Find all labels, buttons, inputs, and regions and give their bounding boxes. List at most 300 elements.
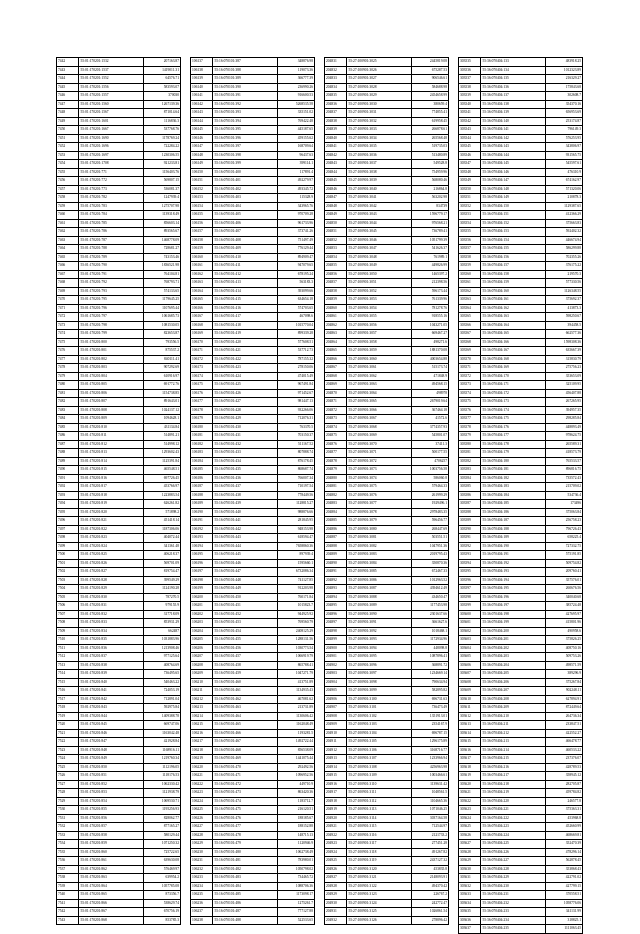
- table-row: [191, 899, 315, 908]
- cadastral-number-cell: 55:36:070404:220: [481, 797, 545, 806]
- table-row: [191, 270, 315, 279]
- value-cell: 562878.45: [545, 857, 583, 866]
- value-cell: 1156403.76: [143, 168, 181, 177]
- data-table: [458, 57, 583, 934]
- row-number-cell: 106227: [191, 823, 213, 832]
- table-row: [57, 551, 181, 560]
- row-number-cell: 303622: [459, 797, 481, 806]
- cadastral-number-cell: 55:01:170201:839: [79, 670, 143, 679]
- cadastral-number-cell: 55:36:070404:137: [481, 92, 545, 101]
- table-row: [191, 823, 315, 832]
- cadastral-number-cell: 55:36:070404:159: [481, 279, 545, 288]
- table-row: [57, 245, 181, 254]
- value-cell: 678195.24: [277, 270, 315, 279]
- row-number-cell: 303603: [459, 636, 481, 645]
- cadastral-number-cell: 55:16:070101:428: [213, 406, 277, 415]
- cadastral-number-cell: 55:27:100901:3120: [347, 865, 411, 874]
- value-cell: 1596779.17: [411, 211, 449, 220]
- data-table: [324, 57, 449, 925]
- table-row: [325, 160, 449, 169]
- table-row: [325, 865, 449, 874]
- cadastral-number-cell: 55:27:100901:3066: [347, 406, 411, 415]
- row-number-cell: 106137: [191, 58, 213, 67]
- value-cell: 592975.84: [143, 704, 181, 713]
- row-number-cell: 303538: [459, 83, 481, 92]
- value-cell: 1173098.17: [277, 891, 315, 900]
- table-row: [57, 211, 181, 220]
- cadastral-number-cell: 55:27:100901:3119: [347, 857, 411, 866]
- table-row: [191, 134, 315, 143]
- cadastral-number-cell: 55:16:070101:403: [213, 194, 277, 203]
- table-row: [459, 916, 583, 925]
- cadastral-number-cell: 55:01:170201:838: [79, 661, 143, 670]
- table-row: [459, 738, 583, 747]
- value-cell: 778449.56: [277, 491, 315, 500]
- cadastral-number-cell: 55:16:070101:446: [213, 559, 277, 568]
- cadastral-number-cell: 55:27:100901:3051: [347, 279, 411, 288]
- row-number-cell: 204864: [325, 338, 347, 347]
- cadastral-number-cell: 55:36:070404:211: [481, 721, 545, 730]
- row-number-cell: 204932: [325, 916, 347, 925]
- cadastral-number-cell: 55:01:170201:789: [79, 253, 143, 262]
- table-row: [57, 585, 181, 594]
- row-number-cell: 7474: [57, 330, 79, 339]
- cadastral-number-cell: 55:16:070101:394: [213, 117, 277, 126]
- cadastral-number-cell: 55:16:070101:460: [213, 678, 277, 687]
- cadastral-number-cell: 55:36:070404:158: [481, 270, 545, 279]
- row-number-cell: 106216: [191, 729, 213, 738]
- table-row: [191, 66, 315, 75]
- row-number-cell: 204862: [325, 321, 347, 330]
- value-cell: 445187.65: [277, 126, 315, 135]
- row-number-cell: 106238: [191, 916, 213, 925]
- value-cell: 465548.51: [143, 466, 181, 475]
- table-row: [325, 168, 449, 177]
- table-row: [459, 270, 583, 279]
- table-row: [191, 372, 315, 381]
- row-number-cell: 106181: [191, 432, 213, 441]
- table-row: [191, 483, 315, 492]
- table-row: [459, 457, 583, 466]
- table-row: [57, 381, 181, 390]
- value-cell: 226767.2: [411, 891, 449, 900]
- row-number-cell: 204834: [325, 83, 347, 92]
- value-cell: 584688.98: [411, 83, 449, 92]
- value-cell: 626261.82: [143, 500, 181, 509]
- value-cell: 932266.06: [277, 406, 315, 415]
- table-row: [191, 440, 315, 449]
- cadastral-number-cell: 55:01:170201:1552: [79, 75, 143, 84]
- table-row: [191, 687, 315, 696]
- row-number-cell: 303596: [459, 576, 481, 585]
- row-number-cell: 106226: [191, 814, 213, 823]
- cadastral-number-cell: 55:01:170201:1697: [79, 151, 143, 160]
- row-number-cell: 303558: [459, 253, 481, 262]
- value-cell: 1154738.85: [143, 389, 181, 398]
- value-cell: 451418.14: [143, 517, 181, 526]
- cadastral-number-cell: 55:01:170201:835: [79, 636, 143, 645]
- table-row: [191, 755, 315, 764]
- cadastral-number-cell: 55:36:070404:209: [481, 704, 545, 713]
- table-row: [459, 899, 583, 908]
- cadastral-number-cell: 55:01:170201:853: [79, 789, 143, 798]
- value-cell: 725722.65: [143, 848, 181, 857]
- table-row: [459, 542, 583, 551]
- table-row: [191, 168, 315, 177]
- cadastral-number-cell: 55:36:070404:225: [481, 840, 545, 849]
- cadastral-number-cell: 55:01:170201:850: [79, 763, 143, 772]
- value-cell: 672467.33: [411, 568, 449, 577]
- table-row: [325, 389, 449, 398]
- row-number-cell: 303560: [459, 270, 481, 279]
- table-row: [57, 262, 181, 271]
- table-row: [325, 678, 449, 687]
- value-cell: 916600.53: [277, 92, 315, 101]
- value-cell: 1121938.79: [143, 789, 181, 798]
- table-row: [191, 338, 315, 347]
- value-cell: 899339.28: [277, 330, 315, 339]
- table-row: [325, 194, 449, 203]
- row-number-cell: 7538: [57, 874, 79, 883]
- cadastral-number-cell: 55:16:070101:436: [213, 474, 277, 483]
- row-number-cell: 204907: [325, 704, 347, 713]
- cadastral-number-cell: 55:36:070404:156: [481, 253, 545, 262]
- row-number-cell: 204883: [325, 500, 347, 509]
- table-row: [191, 814, 315, 823]
- table-row: [325, 321, 449, 330]
- value-cell: 1071250.32: [143, 840, 181, 849]
- value-cell: 3168716.77: [411, 746, 449, 755]
- row-number-cell: 204866: [325, 355, 347, 364]
- table-row: [325, 398, 449, 407]
- value-cell: 988876.66: [277, 508, 315, 517]
- row-number-cell: 303635: [459, 908, 481, 917]
- cadastral-number-cell: 55:16:070101:470: [213, 763, 277, 772]
- cadastral-number-cell: 55:01:170201:1532: [79, 58, 143, 67]
- table-row: [191, 219, 315, 228]
- value-cell: 876178.45: [277, 457, 315, 466]
- value-cell: 492279.97: [277, 177, 315, 186]
- value-cell: 498571.59: [545, 661, 583, 670]
- value-cell: 1419011.31: [143, 66, 181, 75]
- table-row: [191, 177, 315, 186]
- value-cell: 1168916.11: [143, 746, 181, 755]
- table-row: [325, 814, 449, 823]
- row-number-cell: 204890: [325, 559, 347, 568]
- row-number-cell: 7526: [57, 772, 79, 781]
- cadastral-number-cell: 55:36:070404:185: [481, 500, 545, 509]
- value-cell: 210878.3: [545, 194, 583, 203]
- row-number-cell: 106221: [191, 772, 213, 781]
- value-cell: 576469.97: [143, 865, 181, 874]
- cadastral-number-cell: 55:36:070404:177: [481, 432, 545, 441]
- row-number-cell: 204868: [325, 372, 347, 381]
- value-cell: 574133.65: [143, 287, 181, 296]
- table-row: [57, 304, 181, 313]
- row-number-cell: 303610: [459, 695, 481, 704]
- cadastral-number-cell: 55:01:170201:1690: [79, 134, 143, 143]
- value-cell: 474015.49: [277, 372, 315, 381]
- cadastral-number-cell: 55:01:170201:803: [79, 364, 143, 373]
- value-cell: 947079.65: [277, 262, 315, 271]
- table-row: [325, 330, 449, 339]
- cadastral-number-cell: 55:27:100901:3061: [347, 364, 411, 373]
- table-row: [191, 678, 315, 687]
- cadastral-number-cell: 55:36:070404:135: [481, 75, 545, 84]
- row-number-cell: 7524: [57, 755, 79, 764]
- cadastral-number-cell: 55:27:100901:3047: [347, 245, 411, 254]
- table-row: [459, 687, 583, 696]
- value-cell: 406218.37: [143, 551, 181, 560]
- value-cell: 2354167.9: [411, 721, 449, 730]
- table-row: [191, 576, 315, 585]
- cadastral-number-cell: 55:27:100901:3046: [347, 236, 411, 245]
- value-cell: 768793.71: [143, 279, 181, 288]
- value-cell: 823653.87: [143, 330, 181, 339]
- value-cell: 577608.51: [277, 338, 315, 347]
- row-number-cell: 204835: [325, 92, 347, 101]
- cadastral-number-cell: 55:16:070101:387: [213, 58, 277, 67]
- table-row: [325, 100, 449, 109]
- row-number-cell: 204873: [325, 415, 347, 424]
- row-number-cell: 7472: [57, 313, 79, 322]
- cadastral-number-cell: 55:16:070101:438: [213, 491, 277, 500]
- cadastral-number-cell: 55:36:070404:196: [481, 593, 545, 602]
- table-row: [459, 500, 583, 509]
- table-row: [191, 432, 315, 441]
- row-number-cell: 204905: [325, 687, 347, 696]
- table-row: [325, 211, 449, 220]
- value-cell: 1094628.1: [143, 415, 181, 424]
- cadastral-number-cell: 55:36:070404:181: [481, 466, 545, 475]
- value-cell: 1178769.24: [143, 134, 181, 143]
- cadastral-number-cell: 55:01:170201:828: [79, 576, 143, 585]
- cadastral-number-cell: 55:27:100901:3100: [347, 695, 411, 704]
- table-row: [57, 814, 181, 823]
- table-row: [57, 168, 181, 177]
- value-cell: 453766.97: [143, 483, 181, 492]
- value-cell: 491267.82: [411, 848, 449, 857]
- table-row: [57, 746, 181, 755]
- table-row: [325, 58, 449, 67]
- cadastral-number-cell: 55:16:070101:412: [213, 270, 277, 279]
- table-row: [325, 789, 449, 798]
- cadastral-number-cell: 55:36:070404:145: [481, 160, 545, 169]
- value-cell: 828062.77: [143, 814, 181, 823]
- row-number-cell: 303553: [459, 211, 481, 220]
- row-number-cell: 106141: [191, 92, 213, 101]
- cadastral-number-cell: 55:36:070404:215: [481, 755, 545, 764]
- cadastral-number-cell: 55:27:100901:3065: [347, 398, 411, 407]
- cadastral-number-cell: 55:01:170201:792: [79, 279, 143, 288]
- table-row: [191, 500, 315, 509]
- table-row: [459, 534, 583, 543]
- value-cell: 1183712.7: [277, 797, 315, 806]
- row-number-cell: 106160: [191, 253, 213, 262]
- value-cell: 1111063.45: [545, 925, 583, 934]
- table-row: [191, 279, 315, 288]
- cadastral-number-cell: 55:16:070101:413: [213, 279, 277, 288]
- cadastral-number-cell: 55:27:100901:3107: [347, 755, 411, 764]
- table-row: [191, 695, 315, 704]
- row-number-cell: 7537: [57, 865, 79, 874]
- value-cell: 282705.87: [545, 780, 583, 789]
- cadastral-number-cell: 55:01:170201:787: [79, 236, 143, 245]
- cadastral-number-cell: 55:27:100901:3112: [347, 797, 411, 806]
- table-row: [57, 576, 181, 585]
- table-row: [325, 831, 449, 840]
- value-cell: 343806.97: [545, 143, 583, 152]
- table-row: [459, 406, 583, 415]
- row-number-cell: 303541: [459, 109, 481, 118]
- value-cell: 399114.1: [277, 160, 315, 169]
- table-row: [325, 670, 449, 679]
- row-number-cell: 204872: [325, 406, 347, 415]
- row-number-cell: 204904: [325, 678, 347, 687]
- row-number-cell: 106163: [191, 279, 213, 288]
- cadastral-number-cell: 55:27:100901:3045: [347, 228, 411, 237]
- table-row: [459, 568, 583, 577]
- table-row: [191, 551, 315, 560]
- cadastral-number-cell: 55:01:170201:854: [79, 797, 143, 806]
- value-cell: 1351913.01: [411, 712, 449, 721]
- row-number-cell: 303632: [459, 882, 481, 891]
- cadastral-number-cell: 55:36:070404:229: [481, 874, 545, 883]
- value-cell: 1193281.5: [277, 729, 315, 738]
- table-row: [57, 627, 181, 636]
- row-number-cell: 106145: [191, 126, 213, 135]
- row-number-cell: 7497: [57, 525, 79, 534]
- cadastral-number-cell: 55:36:070404:179: [481, 449, 545, 458]
- cadastral-number-cell: 55:27:100901:3089: [347, 602, 411, 611]
- cadastral-number-cell: 55:01:170201:806: [79, 389, 143, 398]
- row-number-cell: 303606: [459, 661, 481, 670]
- row-number-cell: 106208: [191, 661, 213, 670]
- value-cell: 219570.3: [545, 270, 583, 279]
- row-number-cell: 204860: [325, 304, 347, 313]
- cadastral-number-cell: 55:36:070404:190: [481, 542, 545, 551]
- value-cell: 265568.48: [411, 134, 449, 143]
- cadastral-number-cell: 55:27:100901:3079: [347, 517, 411, 526]
- cadastral-number-cell: 55:16:070101:450: [213, 593, 277, 602]
- value-cell: 702355.26: [545, 253, 583, 262]
- row-number-cell: 106199: [191, 585, 213, 594]
- table-row: [57, 75, 181, 84]
- cadastral-number-cell: 55:36:070404:194: [481, 576, 545, 585]
- table-row: [459, 75, 583, 84]
- value-cell: 428789.53: [545, 763, 583, 772]
- row-number-cell: 7503: [57, 576, 79, 585]
- cadastral-number-cell: 55:16:070101:426: [213, 389, 277, 398]
- cadastral-number-cell: 55:16:070101:423: [213, 364, 277, 373]
- table-row: [459, 83, 583, 92]
- cadastral-number-cell: 55:27:100901:3075: [347, 483, 411, 492]
- value-cell: 2437127.32: [411, 857, 449, 866]
- row-number-cell: 106180: [191, 423, 213, 432]
- row-number-cell: 204869: [325, 381, 347, 390]
- cadastral-number-cell: 55:01:170201:813: [79, 449, 143, 458]
- table-row: [459, 219, 583, 228]
- row-number-cell: 7477: [57, 355, 79, 364]
- value-cell: 1881370.08: [411, 347, 449, 356]
- value-cell: 596456.77: [411, 517, 449, 526]
- cadastral-number-cell: 55:27:100901:3085: [347, 568, 411, 577]
- value-cell: 434650.47: [411, 593, 449, 602]
- row-number-cell: 106176: [191, 389, 213, 398]
- table-row: [57, 899, 181, 908]
- cadastral-number-cell: 55:16:070101:478: [213, 831, 277, 840]
- row-number-cell: 204902: [325, 661, 347, 670]
- row-number-cell: 7495: [57, 508, 79, 517]
- cadastral-number-cell: 55:36:070404:227: [481, 857, 545, 866]
- cadastral-number-cell: 55:16:070101:452: [213, 610, 277, 619]
- value-cell: 635667.39: [545, 347, 583, 356]
- cadastral-number-cell: 55:16:070101:411: [213, 262, 277, 271]
- value-cell: 912203.98: [277, 585, 315, 594]
- cadastral-number-cell: 55:36:070404:200: [481, 627, 545, 636]
- row-number-cell: 303581: [459, 449, 481, 458]
- value-cell: 242772.47: [411, 899, 449, 908]
- row-number-cell: 106140: [191, 83, 213, 92]
- row-number-cell: 303598: [459, 593, 481, 602]
- table-row: [191, 398, 315, 407]
- cadastral-number-cell: 55:16:070101:484: [213, 882, 277, 891]
- cadastral-number-cell: 55:01:170201:844: [79, 712, 143, 721]
- row-number-cell: 303545: [459, 143, 481, 152]
- row-number-cell: 106182: [191, 440, 213, 449]
- row-number-cell: 106177: [191, 398, 213, 407]
- table-row: [459, 593, 583, 602]
- cadastral-number-cell: 55:27:100901:3054: [347, 304, 411, 313]
- value-cell: 1003756.58: [411, 466, 449, 475]
- table-row: [191, 423, 315, 432]
- value-cell: 537768.76: [143, 126, 181, 135]
- cadastral-number-cell: 55:27:100901:3037: [347, 160, 411, 169]
- cadastral-number-cell: 55:01:170201:814: [79, 457, 143, 466]
- row-number-cell: 106184: [191, 457, 213, 466]
- row-number-cell: 7473: [57, 321, 79, 330]
- cadastral-number-cell: 55:27:100901:3115: [347, 823, 411, 832]
- value-cell: 1836521.98: [143, 262, 181, 271]
- row-number-cell: 106213: [191, 704, 213, 713]
- table-row: [459, 151, 583, 160]
- row-number-cell: 204894: [325, 593, 347, 602]
- value-cell: 1163042.48: [143, 729, 181, 738]
- table-row: [191, 848, 315, 857]
- row-number-cell: 106148: [191, 151, 213, 160]
- table-row: [191, 253, 315, 262]
- cadastral-number-cell: 55:01:170201:831: [79, 602, 143, 611]
- row-number-cell: 303585: [459, 483, 481, 492]
- row-number-cell: 7487: [57, 440, 79, 449]
- table-row: [325, 636, 449, 645]
- cadastral-number-cell: 55:01:170201:818: [79, 491, 143, 500]
- row-number-cell: 204859: [325, 296, 347, 305]
- cadastral-number-cell: 55:27:100901:3034: [347, 134, 411, 143]
- cadastral-number-cell: 55:01:170201:812: [79, 440, 143, 449]
- value-cell: 627894.91: [545, 695, 583, 704]
- cadastral-number-cell: 55:27:100901:3044: [347, 219, 411, 228]
- cadastral-number-cell: 55:01:170201:868: [79, 916, 143, 925]
- row-number-cell: 204867: [325, 364, 347, 373]
- cadastral-number-cell: 55:27:100901:3060: [347, 355, 411, 364]
- cadastral-number-cell: 55:01:170201:783: [79, 202, 143, 211]
- value-cell: 1050798.02: [277, 865, 315, 874]
- cadastral-number-cell: 55:01:170201:820: [79, 508, 143, 517]
- value-cell: 545801.07: [411, 432, 449, 441]
- value-cell: 375363.31: [545, 806, 583, 815]
- value-cell: 370030: [143, 92, 181, 101]
